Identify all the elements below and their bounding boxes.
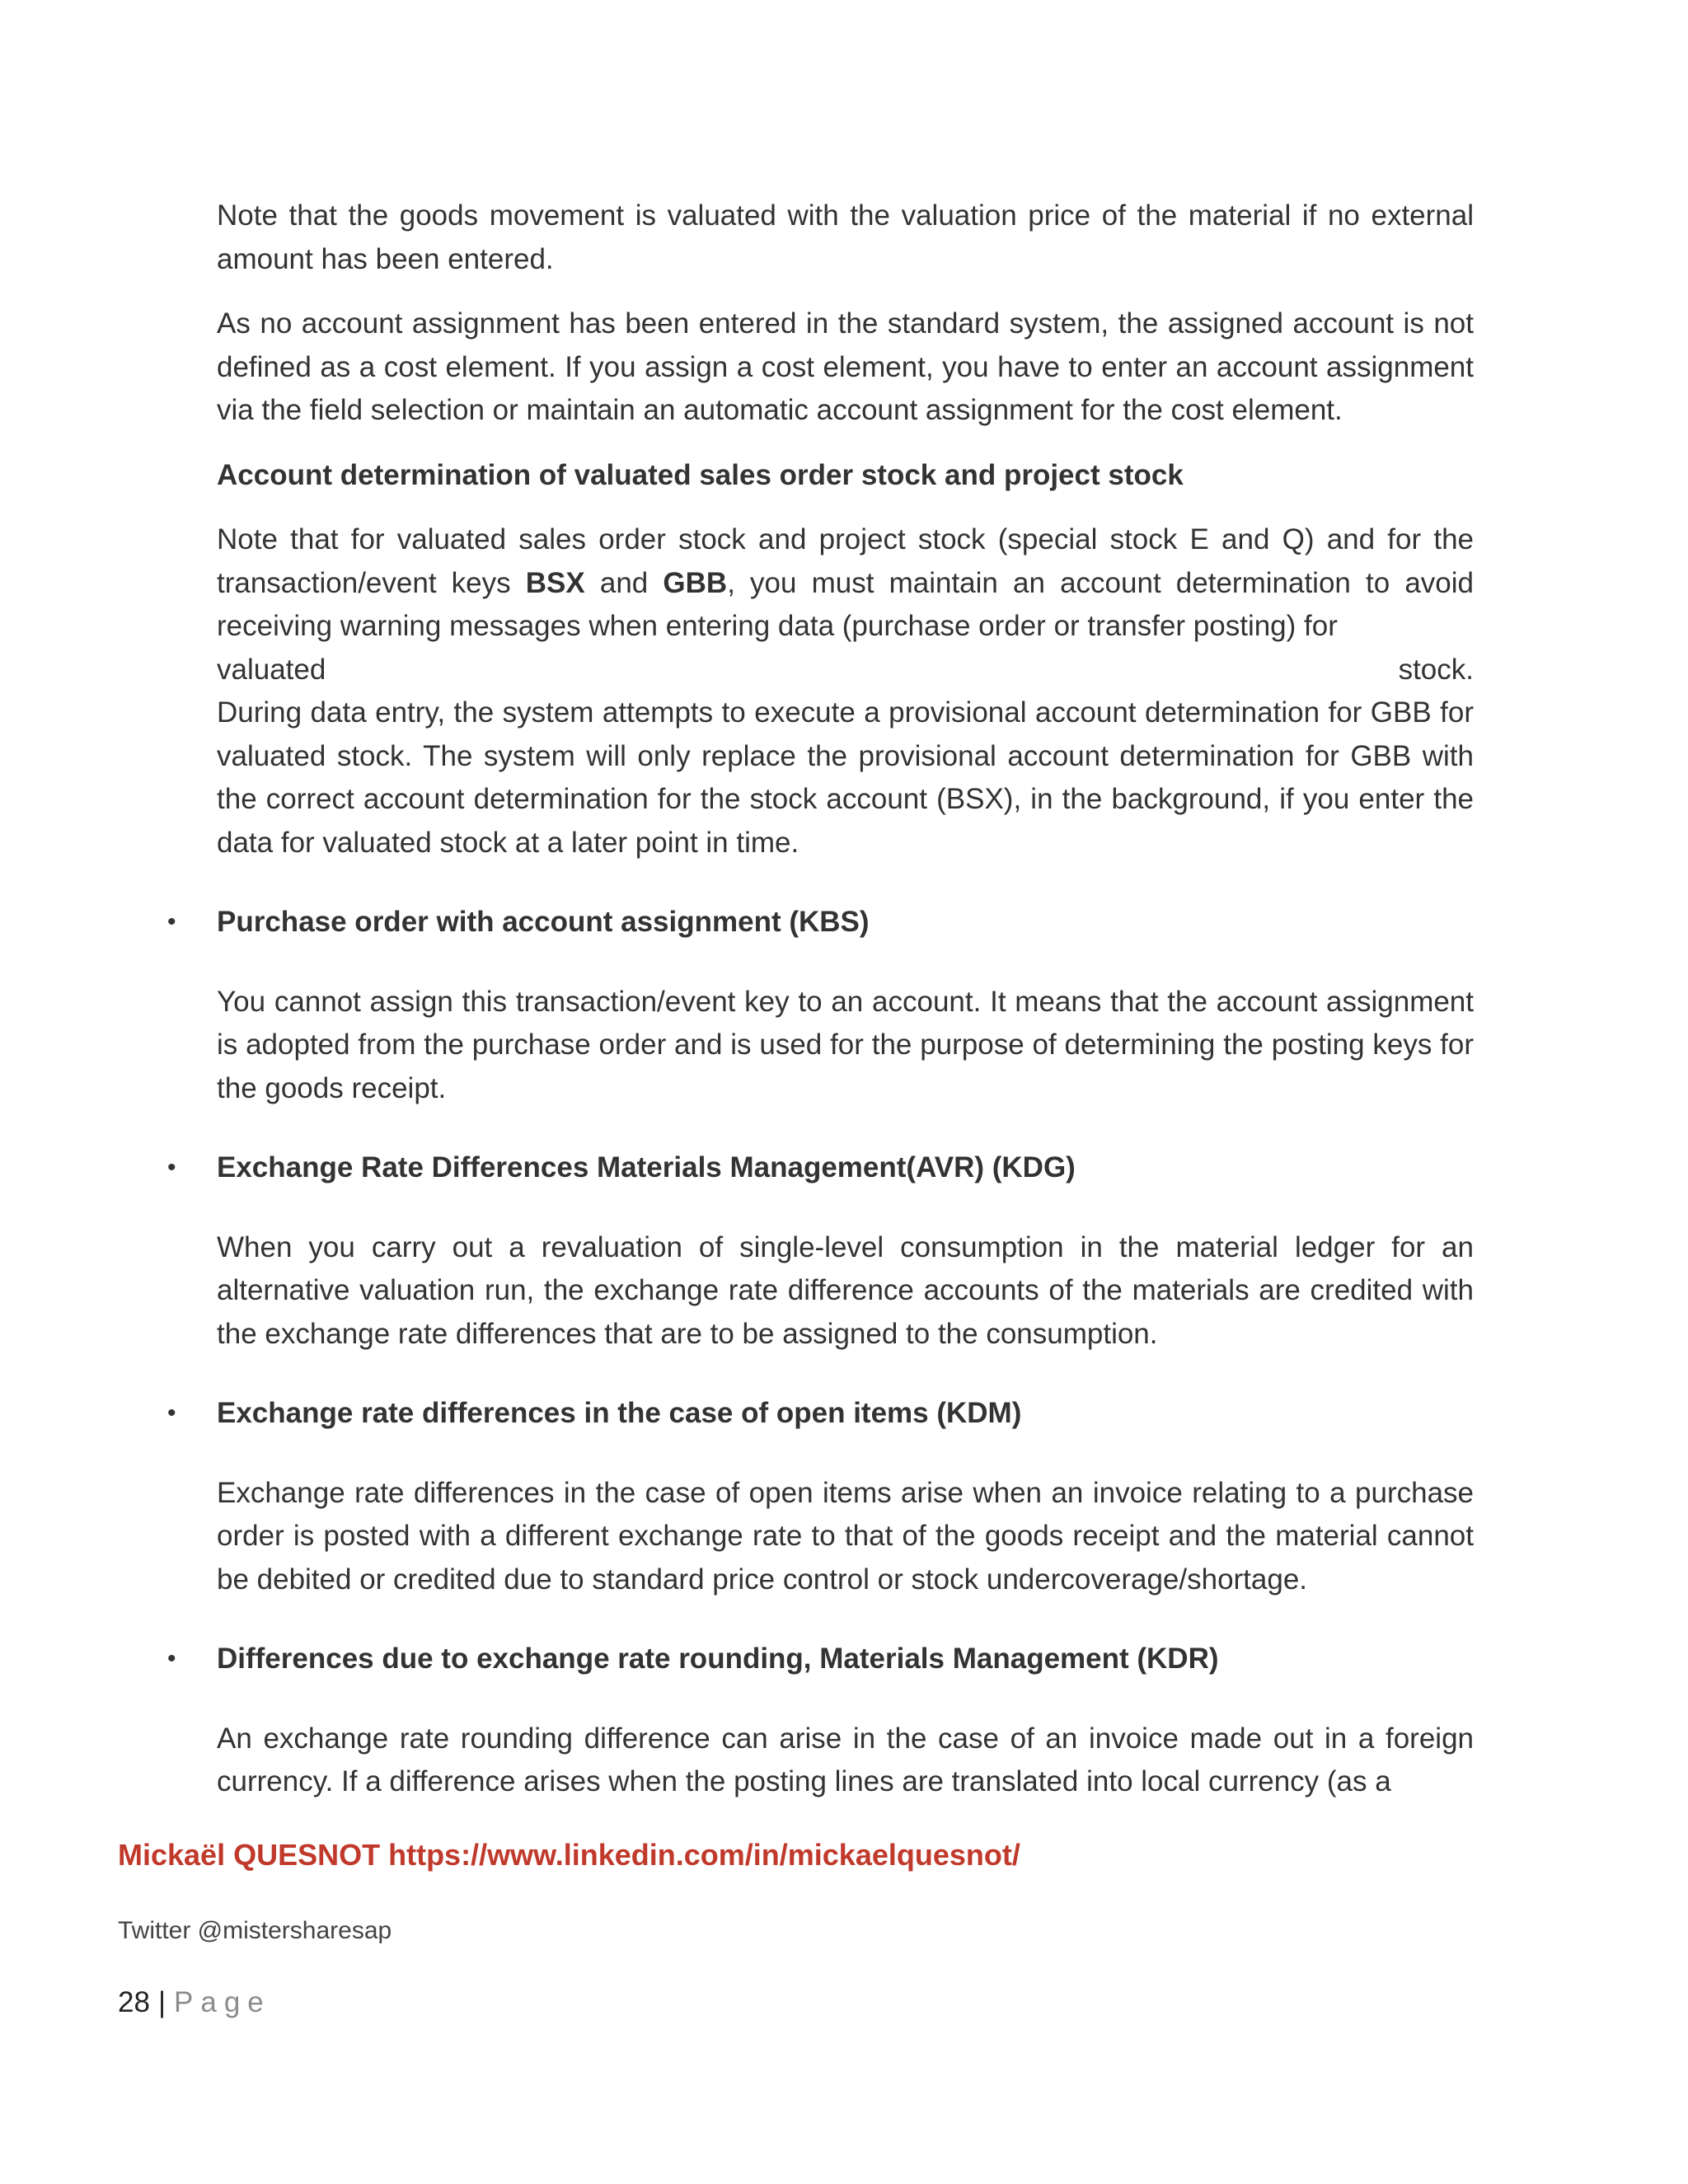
bullet-item-kdg <box>167 1146 1474 1190</box>
page-separator: | <box>157 1986 166 2018</box>
text-fragment: , you must maintain an account determination to avoid receiving warning messages when entering data (purchase order or transfer posting) for <box>217 566 1474 642</box>
bullet-title: Exchange rate differences in the case of open items (KDM) <box>217 1397 1022 1429</box>
text-fragment: Note that for valuated sales order stock and project stock (special stock E and Q) and for the transaction/event keys <box>217 523 1474 599</box>
bullet-icon: • <box>167 1645 176 1672</box>
bullet-text: You cannot assign this transaction/event key to an account. It means that the account assignment is adopted from the purchase order and is used for the purpose of determining the posting keys for the goods receipt. <box>217 985 1474 1104</box>
page-number <box>118 1986 271 2019</box>
bullet-title: Differences due to exchange rate rounding, Materials Management (KDR) <box>217 1643 1219 1675</box>
bullet-title: Purchase order with account assignment (KBS) <box>217 906 870 938</box>
bullet-item-kdr <box>167 1638 1474 1681</box>
bullet-text: Exchange rate differences in the case of open items arise when an invoice relating to a purchase order is posted with a different exchange rate to that of the goods receipt and the material cannot be debited or credited due to standard price control or stock undercoverage/shortage. <box>217 1476 1474 1596</box>
paragraph-goods-movement: Note that the goods movement is valuated with the valuation price of the material if no external amount has been entered. <box>217 199 1474 275</box>
bullet-item-kdm <box>167 1392 1474 1436</box>
paragraph-valuated-stock <box>217 518 1474 691</box>
text-fragment: stock. <box>1398 653 1474 686</box>
bullet-text: An exchange rate rounding difference can arise in the case of an invoice made out in a foreign currency. If a difference arises when the posting lines are translated into local currency (as a <box>217 1722 1474 1797</box>
page-label: Page <box>174 1986 271 2018</box>
bullet-icon: • <box>167 1399 176 1427</box>
document-body <box>167 194 1474 1825</box>
footer-twitter: Twitter @mistersharesap <box>118 1917 392 1944</box>
paragraph-data-entry: During data entry, the system attempts to execute a provisional account determination for GBB for valuated stock. The system will only replace the provisional account determination for GBB with the correct account determination for the stock account (BSX), in the background, if you enter the data for valuated stock at a later point in time. <box>217 696 1474 859</box>
section-heading: Account determination of valuated sales order stock and project stock <box>217 458 1184 491</box>
bullet-icon: • <box>167 1154 176 1181</box>
bullet-title: Exchange Rate Differences Materials Management(AVR) (KDG) <box>217 1151 1076 1183</box>
bullet-icon: • <box>167 908 176 935</box>
bullet-item-kbs <box>167 901 1474 944</box>
keyword-bsx: BSX <box>525 566 585 599</box>
paragraph-account-assignment: As no account assignment has been entered in the standard system, the assigned account is not defined as a cost element. If you assign a cost element, you have to enter an account assignment via the field selection or maintain an automatic account assignment for the cost element. <box>217 307 1474 426</box>
bullet-text: When you carry out a revaluation of single-level consumption in the material ledger for an alternative valuation run, the exchange rate difference accounts of the materials are credited with the exchange rate differences that are to be assigned to the consumption. <box>217 1230 1474 1350</box>
text-fragment: valuated <box>217 653 326 686</box>
page-number-value: 28 <box>118 1986 150 2018</box>
text-fragment: and <box>584 566 663 599</box>
keyword-gbb: GBB <box>663 566 728 599</box>
justified-line <box>217 649 1474 692</box>
footer-author-link[interactable]: Mickaël QUESNOT https://www.linkedin.com/in/mickaelquesnot/ <box>118 1838 1020 1872</box>
